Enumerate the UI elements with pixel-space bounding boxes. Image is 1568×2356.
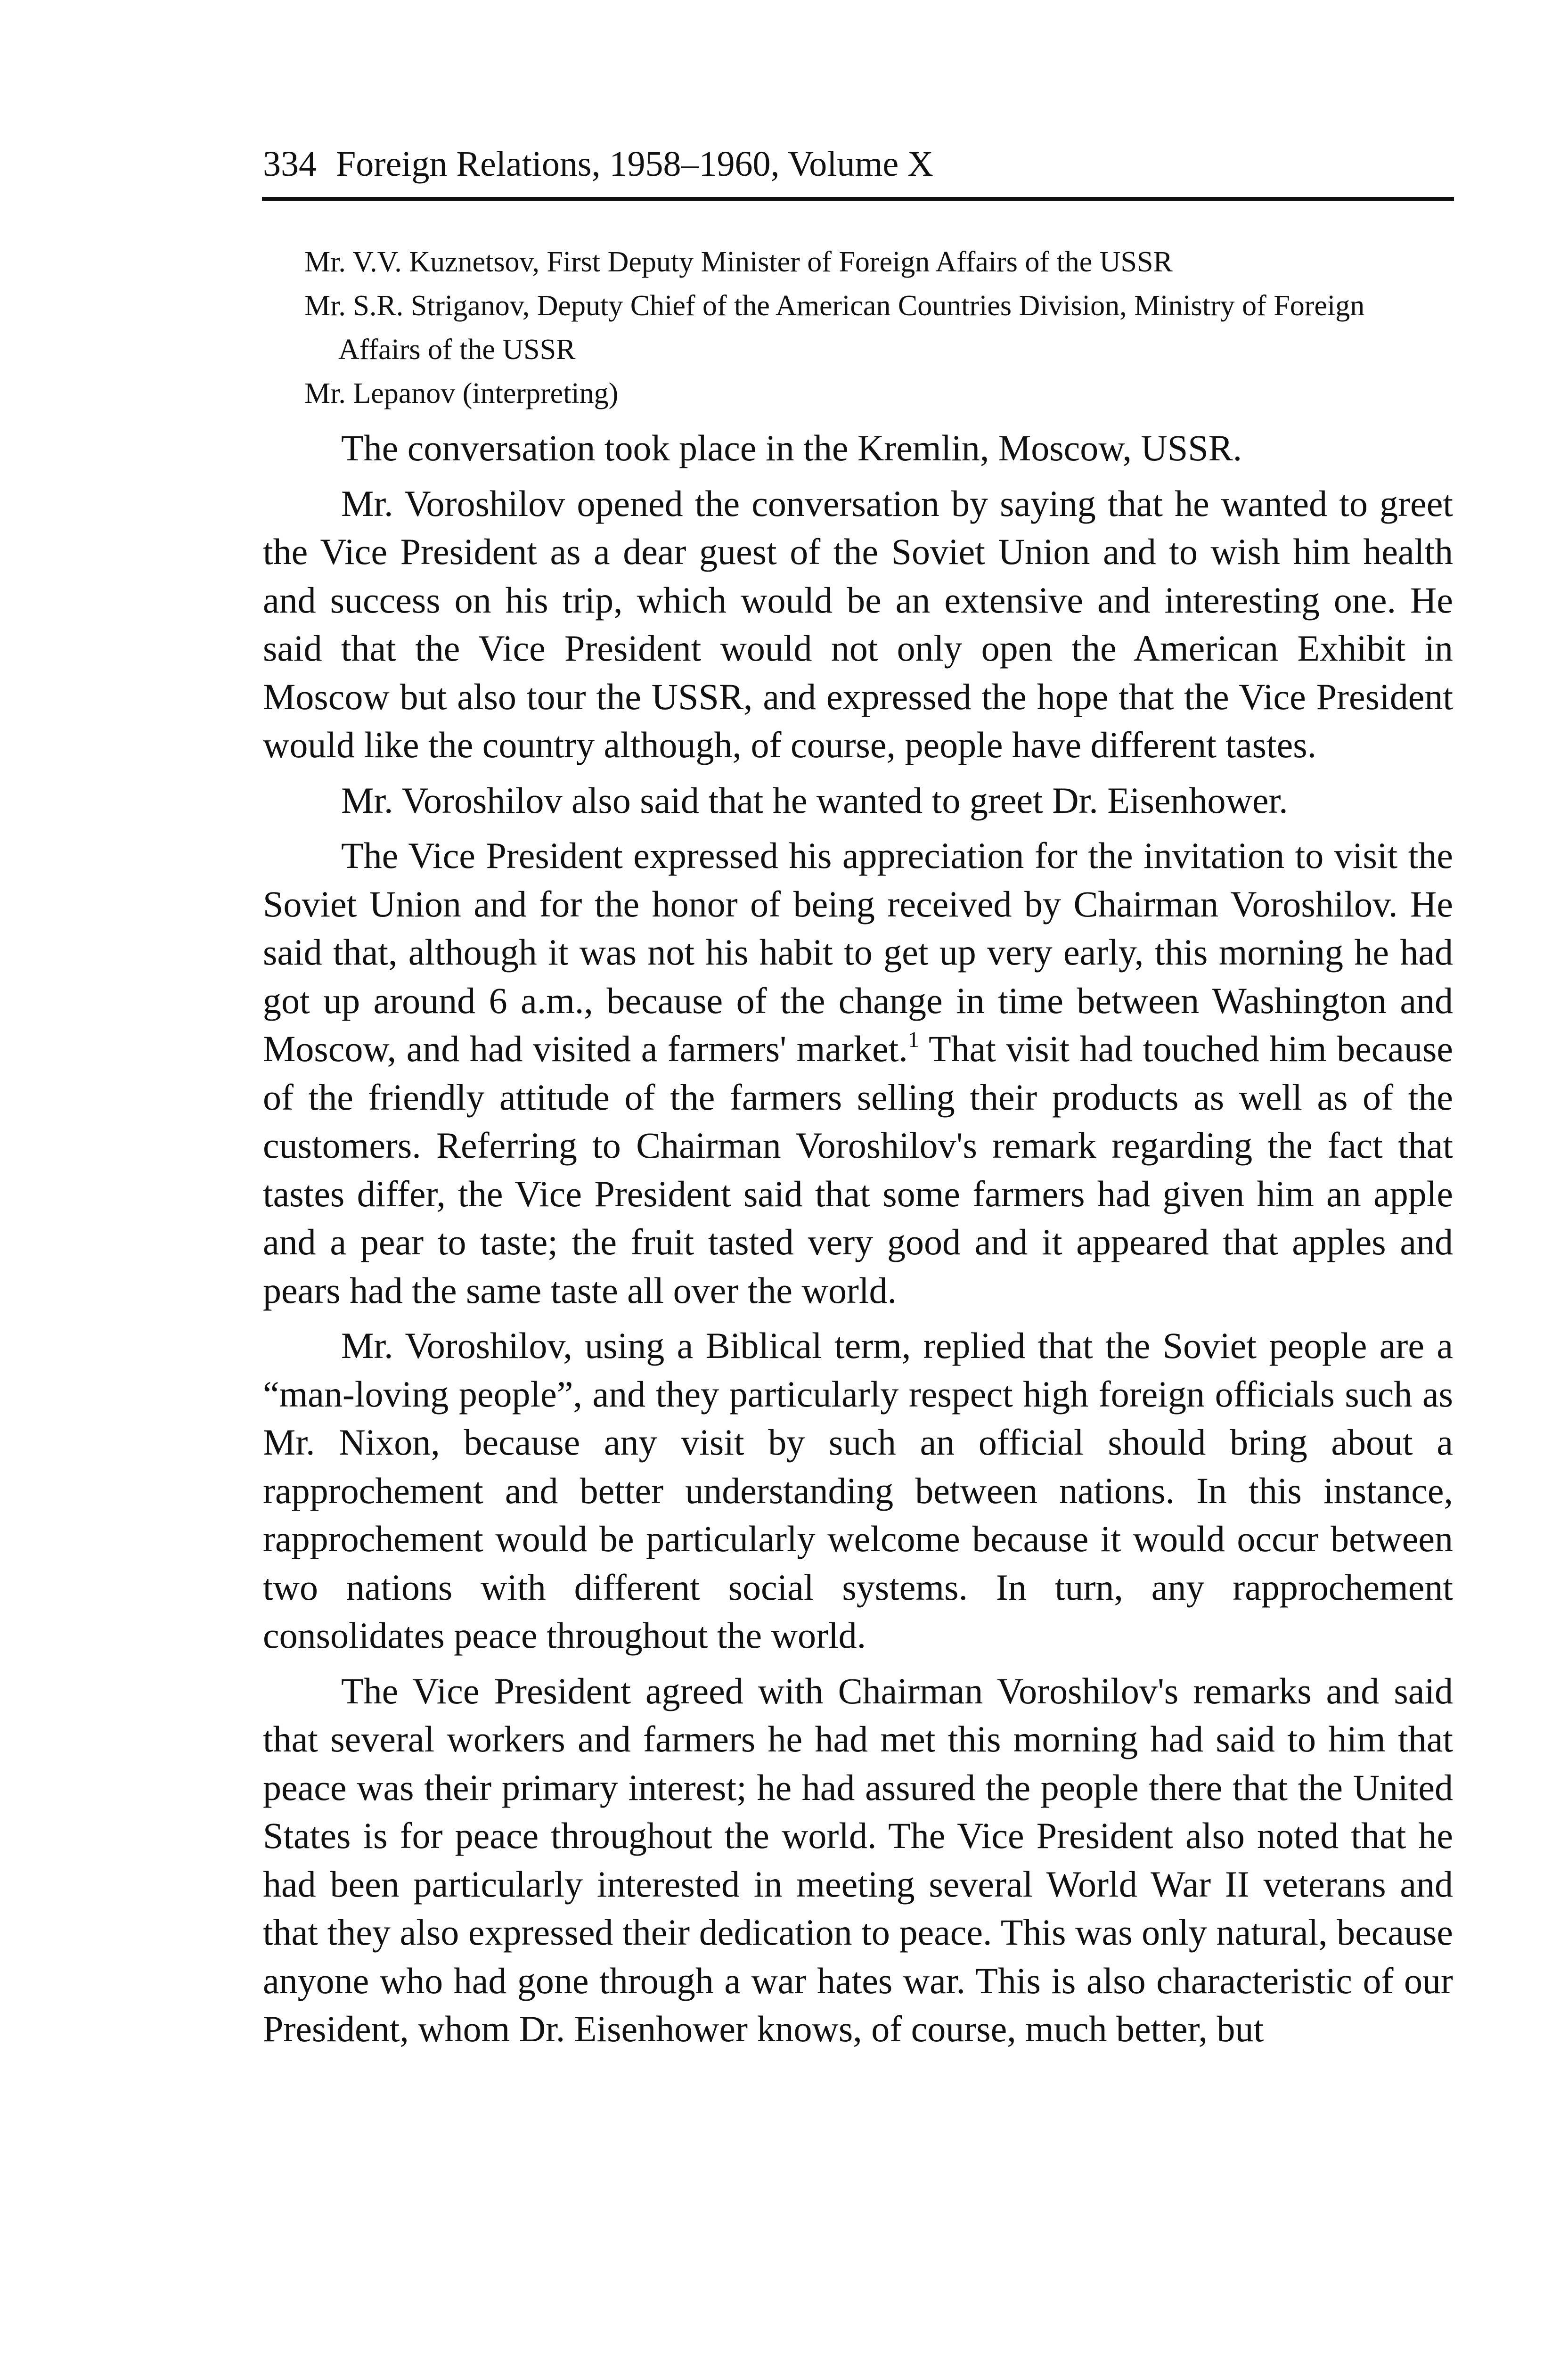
running-title: Foreign Relations, 1958–1960, Volume X bbox=[336, 144, 934, 184]
body-text bbox=[263, 424, 1453, 2061]
paragraph: The conversation took place in the Kremlin, Moscow, USSR. bbox=[341, 427, 1242, 468]
paragraph-with-footnote bbox=[263, 832, 1453, 1315]
paragraph: The Vice President agreed with Chairman Voroshilov's remarks and said that several workers and farmers he had met this morning had said to him that peace was their primary interest; he had assured the people there that the United States is for peace throughout the world. The Vice President also noted that he had been particularly interested in meeting several World War II veterans and that they also expressed their dedication to peace. This was only natural, because anyone who had gone through a war hates war. This is also characteristic of our President, whom Dr. Eisenhower knows, of course, much better, but bbox=[263, 1670, 1453, 2049]
paragraph: Mr. Voroshilov opened the conversation by saying that he wanted to greet the Vice President as a dear guest of the Soviet Union and to wish him health and success on his trip, which would be an extensive and interesting one. He said that the Vice President would not only open the American Exhibit in Moscow but also tour the USSR, and expressed the hope that the Vice President would like the country although, of course, people have different tastes. bbox=[263, 483, 1453, 765]
participant-item: Mr. V.V. Kuznetsov, First Deputy Minister of Foreign Affairs of the USSR bbox=[304, 246, 1173, 278]
participant-list bbox=[304, 240, 1449, 416]
page-header bbox=[263, 141, 1450, 187]
footnote-reference: 1 bbox=[907, 1027, 919, 1052]
participant-item: Mr. S.R. Striganov, Deputy Chief of the American Countries Division, Ministry of Foreign Affairs of the USSR bbox=[304, 290, 1365, 366]
paragraph: Mr. Voroshilov, using a Biblical term, replied that the Soviet people are a “man-loving people”, and they particularly respect high foreign officials such as Mr. Nixon, because any visit by such an official should bring about a rapprochement and better understanding between nations. In this instance, rapprochement would be particularly welcome because it would occur between two nations with different social systems. In turn, any rapprochement consolidates peace throughout the world. bbox=[263, 1325, 1453, 1656]
paragraph-text-continued: That visit had touched him because of the friendly attitude of the farmers selling their products as well as of the customers. Referring to Chairman Voroshilov's remark regarding the fact that tastes differ, the Vice President said that some farmers had given him an apple and a pear to taste; the fruit tasted very good and it appeared that apples and pears had the same taste all over the world. bbox=[263, 1028, 1453, 1311]
paragraph-text: The Vice President expressed his appreciation for the invitation to visit the Soviet Union and for the honor of being received by Chairman Voroshilov. He said that, although it was not his habit to get up very early, this morning he had got up around 6 a.m., because of the change in time between Washington and Moscow, and had visited a farmers' market. bbox=[263, 835, 1453, 1069]
header-rule bbox=[262, 197, 1454, 201]
page-number: 334 bbox=[263, 144, 317, 184]
participant-item: Mr. Lepanov (interpreting) bbox=[304, 377, 619, 409]
paragraph: Mr. Voroshilov also said that he wanted to greet Dr. Eisenhower. bbox=[341, 779, 1288, 821]
